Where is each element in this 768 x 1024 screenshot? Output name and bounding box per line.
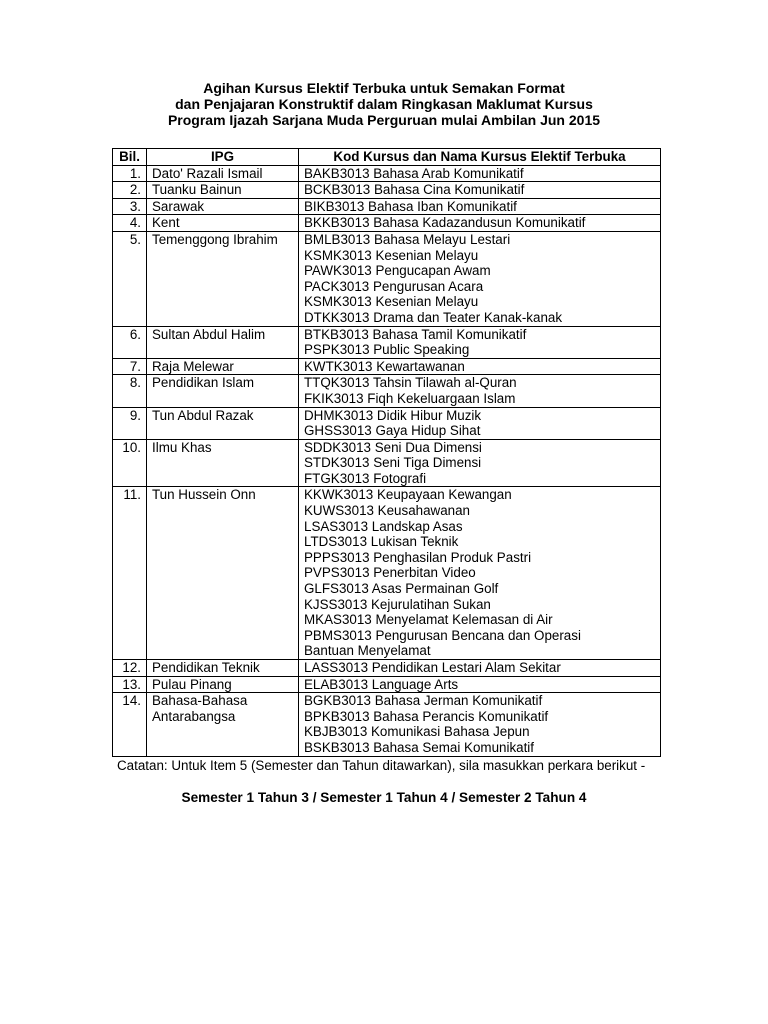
ipg-name-line: Raja Melewar <box>152 358 234 374</box>
course-entry: KJSS3013 Kejurulatihan Sukan <box>304 596 491 612</box>
course-entry: MKAS3013 Menyelamat Kelemasan di Air <box>304 612 553 628</box>
ipg-name-line: Dato' Razali Ismail <box>152 165 263 181</box>
ipg-name-line: Kent <box>152 215 180 231</box>
ipg-name <box>147 660 299 677</box>
table-row <box>113 375 661 407</box>
ipg-name-line: Pendidikan Islam <box>152 375 254 391</box>
course-list <box>299 358 661 375</box>
course-entry: PSPK3013 Public Speaking <box>304 342 470 358</box>
course-list <box>299 182 661 199</box>
row-number: 9. <box>113 407 147 439</box>
table-row <box>113 215 661 232</box>
row-number: 13. <box>113 676 147 693</box>
course-entry: STDK3013 Seni Tiga Dimensi <box>304 455 482 471</box>
header-kod: Kod Kursus dan Nama Kursus Elektif Terbuka <box>299 149 661 166</box>
course-list <box>299 693 661 756</box>
ipg-name-line: Sarawak <box>152 198 205 214</box>
course-entry: PBMS3013 Pengurusan Bencana dan Operasi <box>304 627 581 643</box>
course-list <box>299 231 661 326</box>
course-entry: KWTK3013 Kewartawanan <box>304 358 465 374</box>
row-number: 1. <box>113 165 147 182</box>
row-number: 6. <box>113 326 147 358</box>
document-title <box>0 80 768 128</box>
course-entry: LASS3013 Pendidikan Lestari Alam Sekitar <box>304 660 561 675</box>
course-list <box>299 326 661 358</box>
row-number: 12. <box>113 660 147 677</box>
row-number: 7. <box>113 358 147 375</box>
title-line-2: dan Penjajaran Konstruktif dalam Ringkasan Maklumat Kursus <box>175 96 593 112</box>
ipg-name <box>147 165 299 182</box>
course-entry: DHMK3013 Didik Hibur Muzik <box>304 407 482 423</box>
header-bil: Bil. <box>113 149 147 166</box>
course-entry: BCKB3013 Bahasa Cina Komunikatif <box>304 182 525 198</box>
table-row <box>113 676 661 693</box>
course-entry: PPPS3013 Penghasilan Produk Pastri <box>304 549 532 565</box>
ipg-name-line: Tun Hussein Onn <box>152 487 256 503</box>
table-header-row <box>113 149 661 166</box>
course-entry: ELAB3013 Language Arts <box>304 676 459 692</box>
table-row <box>113 326 661 358</box>
course-list <box>299 676 661 693</box>
course-list <box>299 487 661 660</box>
table-body <box>113 165 661 756</box>
ipg-name-line: Antarabangsa <box>152 708 236 724</box>
course-entry: BSKB3013 Bahasa Semai Komunikatif <box>304 739 535 755</box>
row-number: 11. <box>113 487 147 660</box>
course-entry: KUWS3013 Keusahawanan <box>304 503 471 519</box>
course-entry: BTKB3013 Bahasa Tamil Komunikatif <box>304 326 527 342</box>
course-list <box>299 439 661 487</box>
course-entry: BIKB3013 Bahasa Iban Komunikatif <box>304 198 517 214</box>
ipg-name <box>147 326 299 358</box>
row-number: 5. <box>113 231 147 326</box>
course-entry: BAKB3013 Bahasa Arab Komunikatif <box>304 165 524 181</box>
table-row <box>113 487 661 660</box>
row-number: 2. <box>113 182 147 199</box>
row-number: 14. <box>113 693 147 756</box>
course-entry: LSAS3013 Landskap Asas <box>304 518 463 534</box>
course-entry: BMLB3013 Bahasa Melayu Lestari <box>304 231 511 247</box>
ipg-name <box>147 182 299 199</box>
course-entry: Bantuan Menyelamat <box>304 643 431 659</box>
table-row <box>113 198 661 215</box>
course-entry: PACK3013 Pengurusan Acara <box>304 278 484 294</box>
title-line-1: Agihan Kursus Elektif Terbuka untuk Semakan Format <box>203 80 565 96</box>
ipg-name <box>147 487 299 660</box>
table-row <box>113 231 661 326</box>
ipg-name-line: Tuanku Bainun <box>152 182 242 198</box>
table-row <box>113 407 661 439</box>
ipg-name-line: Pendidikan Teknik <box>152 660 260 675</box>
course-allocation-table <box>112 148 661 757</box>
course-entry: KKWK3013 Keupayaan Kewangan <box>304 487 512 503</box>
ipg-name <box>147 693 299 756</box>
ipg-name <box>147 231 299 326</box>
table-row <box>113 660 661 677</box>
ipg-name <box>147 198 299 215</box>
row-number: 4. <box>113 215 147 232</box>
title-line-3: Program Ijazah Sarjana Muda Perguruan mulai Ambilan Jun 2015 <box>167 112 601 128</box>
course-entry: GHSS3013 Gaya Hidup Sihat <box>304 423 481 439</box>
course-entry: PVPS3013 Penerbitan Video <box>304 565 476 581</box>
row-number: 8. <box>113 375 147 407</box>
course-entry: BPKB3013 Bahasa Perancis Komunikatif <box>304 708 549 724</box>
header-ipg: IPG <box>147 149 299 166</box>
ipg-name-line: Sultan Abdul Halim <box>152 326 266 342</box>
course-list <box>299 660 661 677</box>
course-entry: FKIK3013 Fiqh Kekeluargaan Islam <box>304 390 516 406</box>
ipg-name <box>147 676 299 693</box>
course-list <box>299 407 661 439</box>
course-list <box>299 215 661 232</box>
course-entry: TTQK3013 Tahsin Tilawah al-Quran <box>304 375 517 391</box>
course-entry: LTDS3013 Lukisan Teknik <box>304 534 459 550</box>
ipg-name <box>147 407 299 439</box>
course-list <box>299 375 661 407</box>
course-entry: KSMK3013 Kesenian Melayu <box>304 294 479 310</box>
table-row <box>113 439 661 487</box>
course-list <box>299 198 661 215</box>
course-list <box>299 165 661 182</box>
course-entry: KBJB3013 Komunikasi Bahasa Jepun <box>304 724 530 740</box>
ipg-name-line: Pulau Pinang <box>152 676 232 692</box>
row-number: 10. <box>113 439 147 487</box>
course-entry: SDDK3013 Seni Dua Dimensi <box>304 439 482 455</box>
ipg-name <box>147 358 299 375</box>
semester-note: Semester 1 Tahun 3 / Semester 1 Tahun 4 / Semester 2 Tahun 4 <box>181 790 587 805</box>
course-entry: BGKB3013 Bahasa Jerman Komunikatif <box>304 693 543 709</box>
table-row <box>113 182 661 199</box>
table-row <box>113 693 661 756</box>
ipg-name-line: Ilmu Khas <box>152 439 212 455</box>
note-text: Catatan: Untuk Item 5 (Semester dan Tahun ditawarkan), sila masukkan perkara berikut - <box>117 758 646 773</box>
ipg-name <box>147 439 299 487</box>
table-row <box>113 358 661 375</box>
course-entry: PAWK3013 Pengucapan Awam <box>304 263 491 279</box>
row-number: 3. <box>113 198 147 215</box>
ipg-name-line: Bahasa-Bahasa <box>152 693 248 709</box>
course-entry: DTKK3013 Drama dan Teater Kanak-kanak <box>304 309 563 325</box>
ipg-name <box>147 375 299 407</box>
table-row <box>113 165 661 182</box>
ipg-name-line: Temenggong Ibrahim <box>152 231 278 247</box>
course-entry: GLFS3013 Asas Permainan Golf <box>304 581 499 597</box>
ipg-name <box>147 215 299 232</box>
course-entry: KSMK3013 Kesenian Melayu <box>304 247 479 263</box>
ipg-name-line: Tun Abdul Razak <box>152 407 254 423</box>
course-entry: BKKB3013 Bahasa Kadazandusun Komunikatif <box>304 215 586 231</box>
course-entry: FTGK3013 Fotografi <box>304 470 427 486</box>
